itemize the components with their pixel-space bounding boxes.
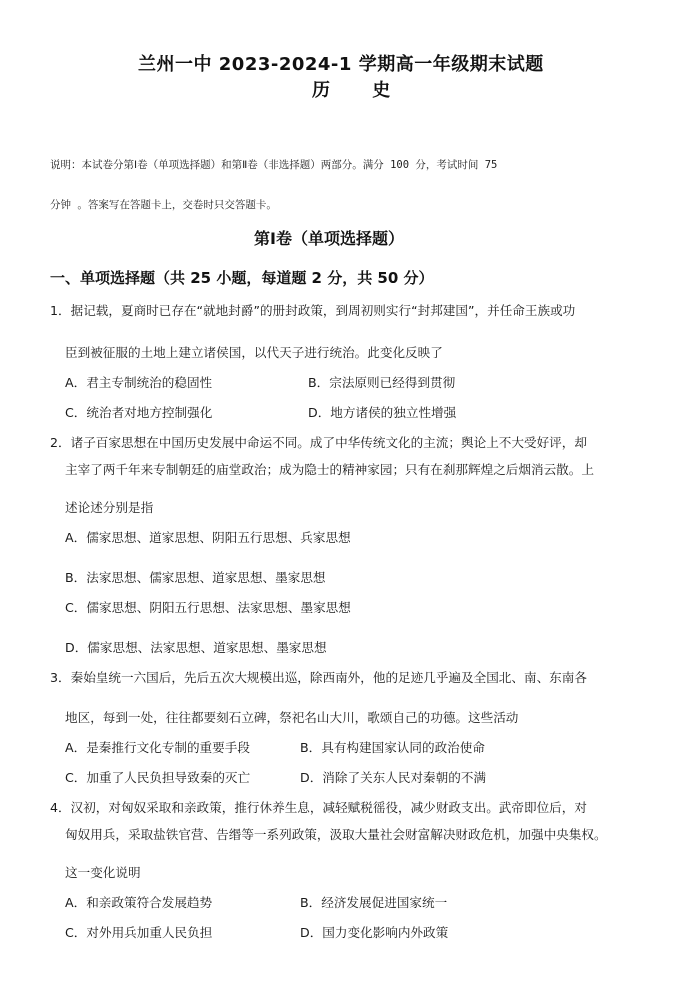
question-2-option-c: C．儒家思想、阴阳五行思想、法家思想、墨家思想 (65, 600, 351, 615)
exam-title: 兰州一中 2023-2024-1 学期高一年级期末试题 (138, 54, 544, 75)
question-4-stem-line-1: 4．汉初，对匈奴采取和亲政策，推行休养生息，减轻赋税徭役，减少财政支出。武帝即位后，对 (50, 800, 587, 815)
question-1-option-c: C．统治者对地方控制强化 (65, 405, 213, 420)
question-1-stem-line-1: 1．据记载，夏商时已存在“就地封爵”的册封政策，到周初则实行“封邦建国”，并任命王族或功 (50, 303, 576, 318)
section-1-heading: 一、单项选择题（共 25 小题，每道题 2 分，共 50 分） (50, 269, 434, 287)
question-2-option-b: B．法家思想、儒家思想、道家思想、墨家思想 (65, 570, 326, 585)
question-4-option-a: A．和亲政策符合发展趋势 (65, 895, 213, 910)
question-1-option-b: B．宗法原则已经得到贯彻 (308, 375, 456, 390)
question-1-stem-line-2: 臣到被征服的土地上建立诸侯国，以代天子进行统治。此变化反映了 (65, 345, 443, 360)
question-3-option-b: B．具有构建国家认同的政治使命 (300, 740, 485, 755)
instructions-line-1: 说明：本试卷分第Ⅰ卷（单项选择题）和第Ⅱ卷（非选择题）两部分。满分 100 分，考试时间 75 (50, 159, 498, 171)
question-2-stem-line-3: 述论述分别是指 (65, 500, 154, 515)
question-1-option-a: A．君主专制统治的稳固性 (65, 375, 213, 390)
question-4-option-b: B．经济发展促进国家统一 (300, 895, 448, 910)
question-2-stem-line-2: 主宰了两千年来专制朝廷的庙堂政治；成为隐士的精神家园；只有在刹那辉煌之后烟消云散。上 (65, 462, 594, 477)
question-2-stem-line-1: 2．诸子百家思想在中国历史发展中命运不同。成了中华传统文化的主流；舆论上不大受好评，却 (50, 435, 587, 450)
question-2-option-a: A．儒家思想、道家思想、阴阳五行思想、兵家思想 (65, 530, 351, 545)
subject-title: 历 史 (312, 80, 409, 101)
question-3-option-a: A．是秦推行文化专制的重要手段 (65, 740, 250, 755)
instructions-line-2: 分钟 。答案写在答题卡上，交卷时只交答题卡。 (50, 199, 277, 211)
question-4-option-c: C．对外用兵加重人民负担 (65, 925, 213, 940)
question-3-option-d: D．消除了关东人民对秦朝的不满 (300, 770, 487, 785)
part-1-title: 第Ⅰ卷（单项选择题） (254, 229, 404, 248)
question-3-stem-line-2: 地区，每到一处，往往都要刻石立碑，祭祀名山大川，歌颂自己的功德。这些活动 (65, 710, 519, 725)
question-4-option-d: D．国力变化影响内外政策 (300, 925, 449, 940)
question-2-option-d: D．儒家思想、法家思想、道家思想、墨家思想 (65, 640, 327, 655)
question-3-stem-line-1: 3．秦始皇统一六国后，先后五次大规模出巡，除西南外，他的足迹几乎遍及全国北、南、东南各 (50, 670, 587, 685)
question-4-stem-line-2: 匈奴用兵，采取盐铁官营、告缗等一系列政策，汲取大量社会财富解决财政危机，加强中央集权。 (65, 827, 607, 842)
question-1-option-d: D．地方诸侯的独立性增强 (308, 405, 457, 420)
question-3-option-c: C．加重了人民负担导致秦的灭亡 (65, 770, 251, 785)
question-4-stem-line-3: 这一变化说明 (65, 865, 141, 880)
